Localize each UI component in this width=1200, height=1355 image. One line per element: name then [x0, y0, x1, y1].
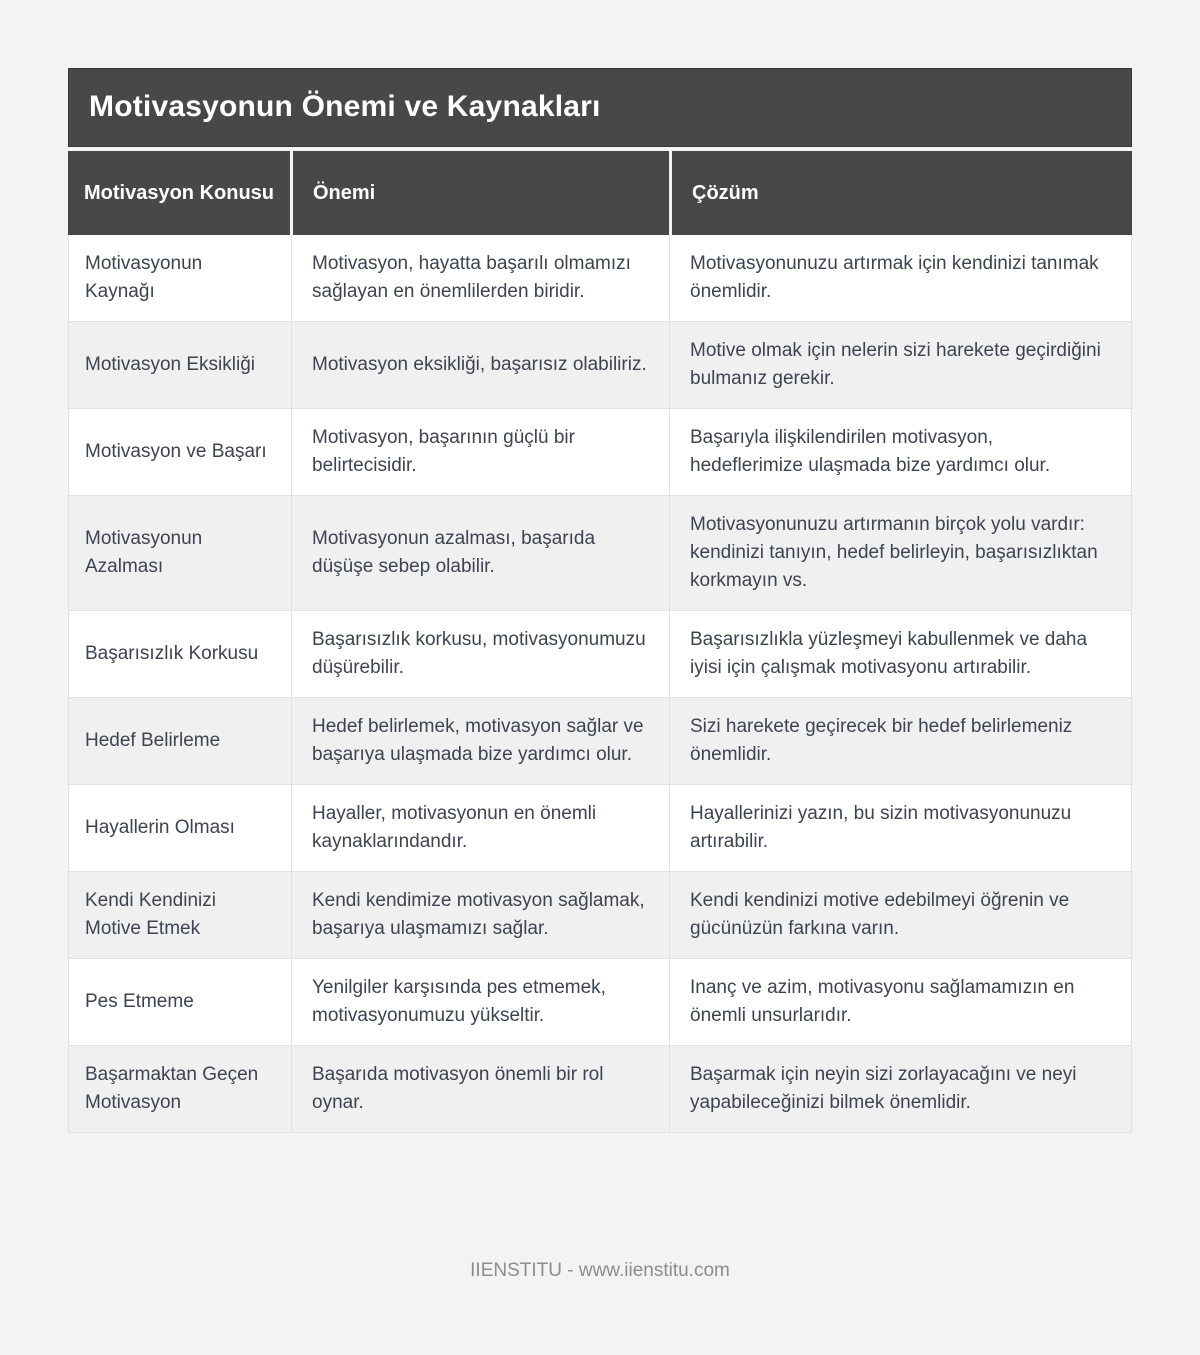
cell-onemi: Yenilgiler karşısında pes etmemek, motivasyonumuzu yükseltir.	[292, 959, 670, 1045]
cell-topic: Hayallerin Olması	[68, 785, 292, 871]
motivation-table-card	[68, 68, 1132, 1133]
cell-topic: Kendi Kendinizi Motive Etmek	[68, 872, 292, 958]
cell-cozum: Motivasyonunuzu artırmanın birçok yolu vardır: kendinizi tanıyın, hedef belirleyin, başarısızlıktan korkmayın vs.	[670, 496, 1132, 610]
column-header-motivasyon-konusu: Motivasyon Konusu	[68, 151, 290, 235]
cell-cozum: Başarısızlıkla yüzleşmeyi kabullenmek ve daha iyisi için çalışmak motivasyonu artırabilir.	[670, 611, 1132, 697]
table-row	[68, 611, 1132, 698]
footer-credit: IIENSTITU - www.iienstitu.com	[470, 1260, 730, 1281]
cell-cozum: Hayallerinizi yazın, bu sizin motivasyonunuzu artırabilir.	[670, 785, 1132, 871]
table-row	[68, 235, 1132, 322]
cell-onemi: Kendi kendimize motivasyon sağlamak, başarıya ulaşmamızı sağlar.	[292, 872, 670, 958]
cell-topic: Motivasyonun Azalması	[68, 496, 292, 610]
cell-topic: Motivasyon ve Başarı	[68, 409, 292, 495]
cell-onemi: Motivasyon, başarının güçlü bir belirtecisidir.	[292, 409, 670, 495]
cell-onemi: Hayaller, motivasyonun en önemli kaynaklarındandır.	[292, 785, 670, 871]
table-body	[68, 235, 1132, 1133]
table-title: Motivasyonun Önemi ve Kaynakları	[68, 68, 1132, 147]
cell-onemi: Motivasyonun azalması, başarıda düşüşe sebep olabilir.	[292, 496, 670, 610]
cell-onemi: Başarısızlık korkusu, motivasyonumuzu düşürebilir.	[292, 611, 670, 697]
cell-topic: Başarmaktan Geçen Motivasyon	[68, 1046, 292, 1132]
cell-cozum: Motive olmak için nelerin sizi harekete geçirdiğini bulmanız gerekir.	[670, 322, 1132, 408]
cell-onemi: Başarıda motivasyon önemli bir rol oynar.	[292, 1046, 670, 1132]
cell-onemi: Motivasyon, hayatta başarılı olmamızı sağlayan en önemlilerden biridir.	[292, 235, 670, 321]
cell-topic: Motivasyonun Kaynağı	[68, 235, 292, 321]
cell-cozum: Kendi kendinizi motive edebilmeyi öğrenin ve gücünüzün farkına varın.	[670, 872, 1132, 958]
cell-topic: Pes Etmeme	[68, 959, 292, 1045]
cell-onemi: Motivasyon eksikliği, başarısız olabiliriz.	[292, 322, 670, 408]
cell-cozum: Inanç ve azim, motivasyonu sağlamamızın en önemli unsurlarıdır.	[670, 959, 1132, 1045]
table-row	[68, 1046, 1132, 1133]
cell-topic: Hedef Belirleme	[68, 698, 292, 784]
column-header-cozum: Çözüm	[672, 151, 1132, 235]
cell-cozum: Başarıyla ilişkilendirilen motivasyon, hedeflerimize ulaşmada bize yardımcı olur.	[670, 409, 1132, 495]
cell-onemi: Hedef belirlemek, motivasyon sağlar ve başarıya ulaşmada bize yardımcı olur.	[292, 698, 670, 784]
table-header-row	[68, 151, 1132, 235]
cell-cozum: Sizi harekete geçirecek bir hedef belirlemeniz önemlidir.	[670, 698, 1132, 784]
table-row	[68, 785, 1132, 872]
cell-cozum: Motivasyonunuzu artırmak için kendinizi tanımak önemlidir.	[670, 235, 1132, 321]
cell-topic: Motivasyon Eksikliği	[68, 322, 292, 408]
table-row	[68, 872, 1132, 959]
cell-cozum: Başarmak için neyin sizi zorlayacağını ve neyi yapabileceğinizi bilmek önemlidir.	[670, 1046, 1132, 1132]
table-row	[68, 322, 1132, 409]
table-row	[68, 496, 1132, 611]
table-row	[68, 959, 1132, 1046]
cell-topic: Başarısızlık Korkusu	[68, 611, 292, 697]
table-row	[68, 698, 1132, 785]
column-header-onemi: Önemi	[293, 151, 669, 235]
table-row	[68, 409, 1132, 496]
